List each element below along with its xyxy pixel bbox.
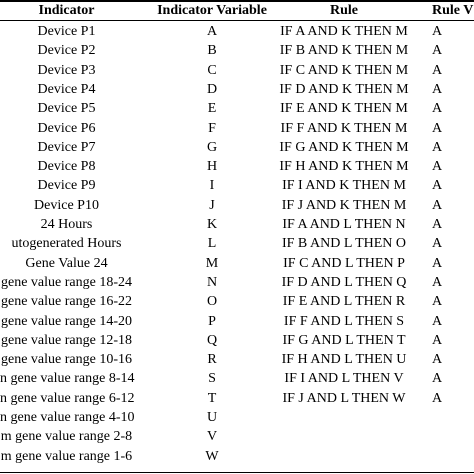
cell-indicator: gene value range 18-24 xyxy=(1,274,132,290)
cell-indicator-variable: I xyxy=(209,178,215,194)
cell-rule: IF G AND K THEN M xyxy=(279,139,409,155)
cell-indicator: gene value range 16-22 xyxy=(1,294,132,310)
cell-indicator-variable: K xyxy=(206,217,218,232)
table-row xyxy=(0,369,474,388)
cell-indicator: Device P4 xyxy=(37,81,96,97)
cell-rule-v: A xyxy=(432,139,443,155)
cell-indicator-variable: S xyxy=(208,371,216,387)
cell-rule-v: A xyxy=(432,236,443,252)
cell-indicator: Device P8 xyxy=(37,159,96,175)
table-row xyxy=(0,331,474,350)
cell-rule: IF J AND L THEN W xyxy=(282,390,406,406)
header-divider xyxy=(0,20,474,21)
table-row xyxy=(0,215,474,234)
cell-rule: IF H AND L THEN U xyxy=(281,352,407,368)
table-row xyxy=(0,292,474,311)
cell-rule-v: A xyxy=(432,101,443,117)
cell-rule: IF D AND K THEN M xyxy=(279,81,409,97)
table-row xyxy=(0,273,474,292)
cell-rule-v: A xyxy=(432,274,443,290)
header-rule: Rule xyxy=(330,3,358,18)
table-row xyxy=(0,157,474,176)
cell-indicator: gene value range 10-16 xyxy=(1,352,132,368)
cell-indicator: m gene value range 1-6 xyxy=(0,448,133,464)
table-row xyxy=(0,61,474,80)
cell-indicator-variable: D xyxy=(206,81,218,97)
table-row xyxy=(0,427,474,446)
cell-rule-v: A xyxy=(432,24,443,39)
cell-indicator-variable: E xyxy=(207,101,217,117)
cell-indicator: gene value range 12-18 xyxy=(1,332,132,348)
cell-indicator-variable: W xyxy=(205,448,219,464)
table-row xyxy=(0,447,474,466)
table-bottom-rule xyxy=(0,472,474,473)
table-row xyxy=(0,138,474,157)
cell-rule-v: A xyxy=(432,332,443,348)
table-row xyxy=(0,119,474,138)
cell-indicator-variable: N xyxy=(206,274,218,290)
cell-rule-v: A xyxy=(432,81,443,97)
cell-indicator-variable: P xyxy=(208,313,216,329)
cell-indicator: Device P7 xyxy=(37,139,96,155)
cell-rule-v: A xyxy=(432,371,443,387)
cell-indicator-variable: T xyxy=(207,390,217,406)
header-indicator: Indicator xyxy=(38,3,95,18)
cell-rule: IF F AND K THEN M xyxy=(280,120,408,136)
cell-indicator: m gene value range 2-8 xyxy=(0,429,133,445)
cell-rule-v: A xyxy=(432,294,443,310)
cell-indicator-variable: R xyxy=(207,352,217,368)
cell-indicator-variable: O xyxy=(206,294,218,310)
table-row xyxy=(0,350,474,369)
header-indicator-variable: Indicator Variable xyxy=(157,3,267,18)
cell-rule: IF B AND K THEN M xyxy=(279,43,409,59)
cell-rule: IF J AND K THEN M xyxy=(281,197,407,213)
cell-rule: IF D AND L THEN Q xyxy=(281,274,407,290)
cell-indicator: n gene value range 4-10 xyxy=(0,410,135,425)
cell-indicator: utogenerated Hours xyxy=(11,236,122,252)
cell-rule-v: A xyxy=(432,255,443,271)
cell-rule: IF H AND K THEN M xyxy=(279,159,409,175)
cell-indicator: n gene value range 6-12 xyxy=(0,390,135,406)
table-row xyxy=(0,254,474,273)
cell-indicator: 24 Hours xyxy=(40,217,93,232)
cell-indicator: Device P6 xyxy=(37,120,96,136)
table-row xyxy=(0,234,474,253)
cell-indicator-variable: H xyxy=(206,159,218,175)
table-row xyxy=(0,80,474,99)
cell-rule: IF C AND L THEN P xyxy=(283,255,405,271)
cell-rule-v: A xyxy=(432,120,443,136)
cell-indicator-variable: V xyxy=(206,429,218,445)
cell-rule-v: A xyxy=(432,390,443,406)
table-row xyxy=(0,312,474,331)
cell-rule-v: A xyxy=(432,62,443,78)
cell-indicator: Device P2 xyxy=(37,43,96,59)
cell-rule-v: A xyxy=(432,43,443,59)
cell-rule: IF A AND K THEN M xyxy=(280,24,408,39)
table-row xyxy=(0,389,474,408)
cell-indicator-variable: F xyxy=(208,120,216,136)
cell-indicator: Device P3 xyxy=(37,62,96,78)
cell-indicator-variable: L xyxy=(207,236,217,252)
table-row xyxy=(0,196,474,215)
cell-indicator-variable: C xyxy=(207,62,217,78)
cell-indicator: n gene value range 8-14 xyxy=(0,371,135,387)
cell-rule: IF C AND K THEN M xyxy=(279,62,409,78)
cell-rule: IF E AND L THEN R xyxy=(282,294,406,310)
cell-indicator: Device P9 xyxy=(37,178,96,194)
cell-indicator-variable: G xyxy=(206,139,218,155)
cell-indicator: gene value range 14-20 xyxy=(1,313,132,329)
table-row xyxy=(0,176,474,195)
cell-indicator: Gene Value 24 xyxy=(25,255,108,271)
cell-rule: IF G AND L THEN T xyxy=(282,332,406,348)
cell-indicator-variable: M xyxy=(205,255,219,271)
cell-rule: IF B AND L THEN O xyxy=(281,236,407,252)
table-row xyxy=(0,41,474,60)
cell-rule-v: A xyxy=(432,159,443,175)
cell-rule-v: A xyxy=(432,313,443,329)
cell-indicator-variable: J xyxy=(209,197,215,213)
cell-rule-v: A xyxy=(432,217,443,232)
cell-rule: IF I AND L THEN V xyxy=(284,371,404,387)
table-header-row xyxy=(0,1,474,20)
cell-indicator-variable: B xyxy=(207,43,217,59)
table-row xyxy=(0,99,474,118)
cell-indicator-variable: Q xyxy=(206,332,218,348)
table-row xyxy=(0,408,474,427)
cell-rule: IF I AND K THEN M xyxy=(282,178,406,194)
cell-rule-v: A xyxy=(432,352,443,368)
cell-rule-v: A xyxy=(432,197,443,213)
cell-rule-v: A xyxy=(432,178,443,194)
cell-indicator: Device P5 xyxy=(37,101,96,117)
cell-rule: IF F AND L THEN S xyxy=(283,313,405,329)
header-rule-v: Rule V xyxy=(432,3,474,18)
cell-indicator: Device P10 xyxy=(34,197,99,213)
cell-indicator-variable: U xyxy=(206,410,218,425)
cell-indicator-variable: A xyxy=(206,24,218,39)
cell-rule: IF E AND K THEN M xyxy=(280,101,408,117)
cell-rule: IF A AND L THEN N xyxy=(282,217,406,232)
cell-indicator: Device P1 xyxy=(37,24,96,39)
table-row xyxy=(0,22,474,41)
